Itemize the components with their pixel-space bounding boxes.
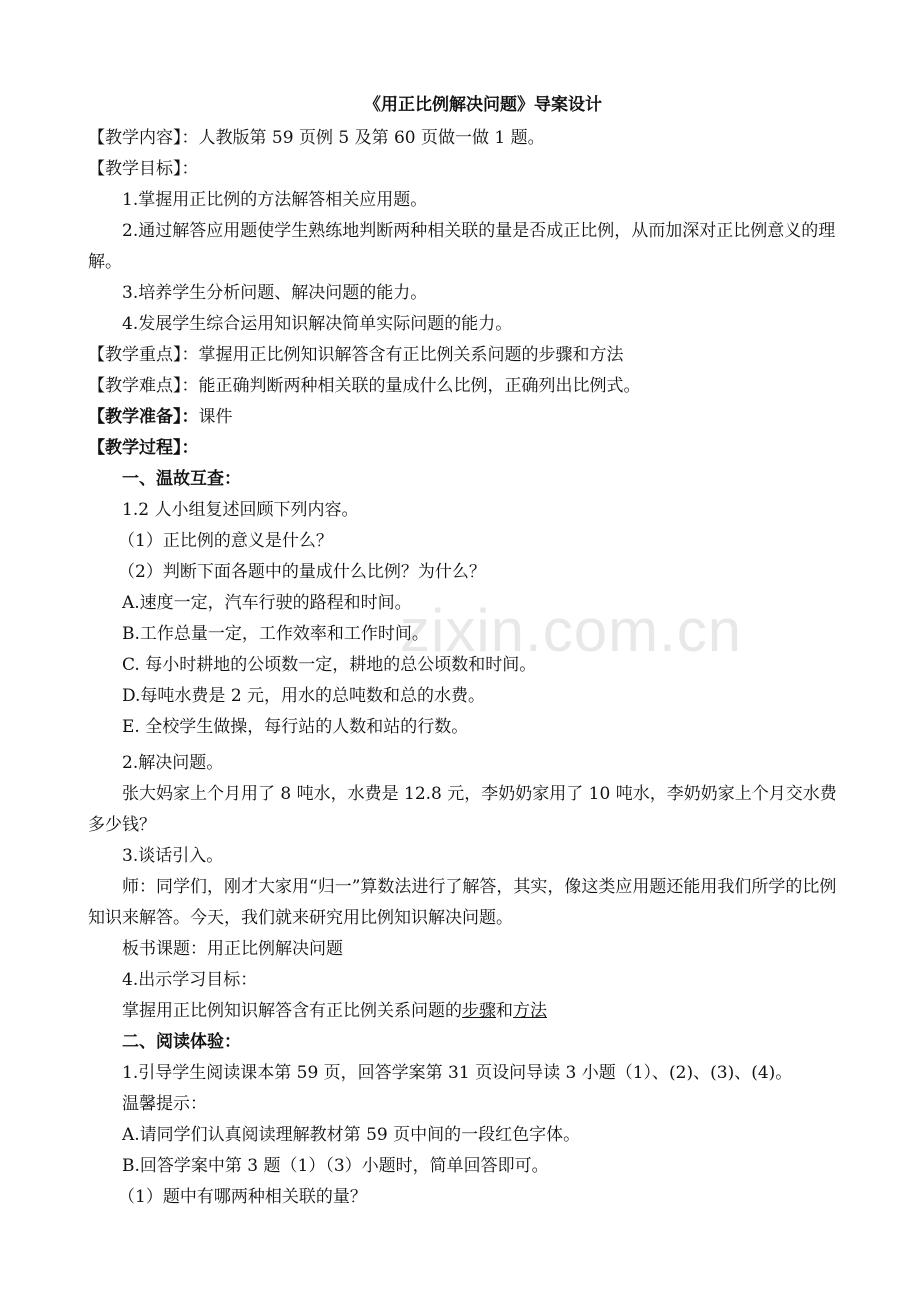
document-page: [88, 90, 838, 1213]
option-c: C. 每小时耕地的公顷数一定，耕地的总公顷数和时间。: [122, 655, 537, 675]
learning-goal-prefix: 掌握用正比例知识解答含有正比例关系问题的: [122, 1001, 462, 1021]
teaching-prep-label: 【教学准备】：: [88, 407, 199, 427]
learning-goal-and: 和: [496, 1001, 513, 1021]
teaching-goals-label: 【教学目标】：: [88, 159, 199, 179]
section-1-problem: 张大妈家上个月用了 8 吨水，水费是 12.8 元，李奶奶家用了 10 吨水，李奶奶家上个月交水费多少钱？: [88, 784, 837, 835]
teaching-prep-line: [88, 402, 838, 433]
teaching-key-line: [88, 340, 838, 371]
teacher-speech: 师：同学们，刚才大家用“归一”算数法进行了解答，其实，像这类应用题还能用我们所学的比例知识来解答。今天，我们就来研究用比例知识解决问题。: [88, 877, 837, 928]
teaching-key-text: 掌握用正比例知识解答含有正比例关系问题的步骤和方法: [198, 345, 624, 365]
learning-goal-steps: 步骤: [462, 1001, 496, 1021]
teaching-difficulty-line: [88, 371, 838, 402]
option-e: E. 全校学生做操，每行站的人数和站的行数。: [122, 717, 469, 737]
section-1-question-2: （2）判断下面各题中的量成什么比例？为什么？: [118, 562, 486, 582]
section-1-item-1: 1.2 人小组复述回顾下列内容。: [122, 500, 359, 520]
document-title: 《用正比例解决问题》导案设计: [364, 95, 602, 115]
section-1-question-1: （1）正比例的意义是什么？: [118, 531, 333, 551]
teaching-content-text: 人教版第 59 页例 5 及第 60 页做一做 1 题。: [198, 128, 545, 148]
section-1-heading: 一、温故互查：: [122, 469, 241, 489]
teaching-content-label: 【教学内容】：: [88, 128, 199, 148]
option-b: B.工作总量一定，工作效率和工作时间。: [122, 624, 429, 644]
section-1-item-2: 2.解决问题。: [122, 753, 224, 773]
teaching-key-label: 【教学重点】：: [88, 345, 199, 365]
teaching-prep-text: 课件: [198, 407, 233, 427]
section-2-question-1: （1）题中有哪两种相关联的量？: [118, 1187, 367, 1207]
section-2-heading: 二、阅读体验：: [122, 1032, 241, 1052]
watermark-text: zixin.com.cn: [400, 597, 743, 664]
goal-item-2: 2.通过解答应用题使学生熟练地判断两种相关联的量是否成正比例，从而加深对正比例意义的理解。: [88, 221, 836, 272]
teaching-difficulty-text: 能正确判断两种相关联的量成什么比例，正确列出比例式。: [198, 376, 641, 396]
tip-a: A.请同学们认真阅读理解教材第 59 页中间的一段红色字体。: [122, 1125, 581, 1145]
teaching-content-line: [88, 123, 838, 154]
option-a: A.速度一定，汽车行驶的路程和时间。: [122, 593, 412, 613]
tip-label: 温馨提示：: [122, 1094, 207, 1114]
learning-goal-line: [88, 996, 838, 1027]
section-1-item-3: 3.谈话引入。: [122, 846, 224, 866]
teaching-process-label: 【教学过程】：: [88, 438, 199, 458]
teaching-difficulty-label: 【教学难点】：: [88, 376, 199, 396]
goal-item-4: 4.发展学生综合运用知识解决简单实际问题的能力。: [122, 314, 513, 334]
board-title: 板书课题：用正比例解决问题: [122, 939, 343, 959]
option-d: D.每吨水费是 2 元，用水的总吨数和总的水费。: [122, 686, 486, 706]
section-1-item-4: 4.出示学习目标：: [122, 970, 258, 990]
section-2-item-1: 1.引导学生阅读课本第 59 页，回答学案第 31 页设问导读 3 小题（1）、(2)、(3)、(4)。: [122, 1063, 793, 1083]
tip-b: B.回答学案中第 3 题（1）（3）小题时，简单回答即可。: [122, 1156, 549, 1176]
goal-item-1: 1.掌握用正比例的方法解答相关应用题。: [122, 190, 428, 210]
goal-item-3: 3.培养学生分析问题、解决问题的能力。: [122, 283, 428, 303]
learning-goal-method: 方法: [513, 1001, 547, 1021]
